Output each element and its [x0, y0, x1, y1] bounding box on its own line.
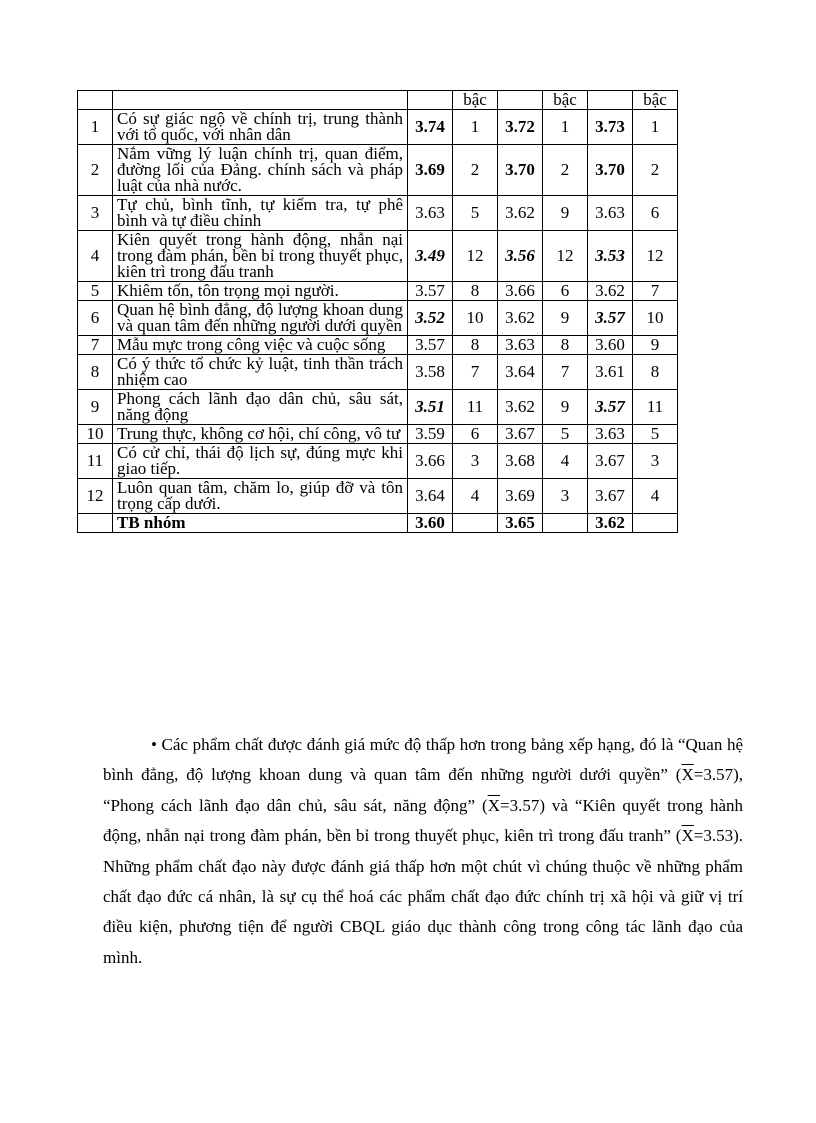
score-group-1: 3.66	[408, 444, 453, 479]
rank-group-3: 3	[633, 444, 678, 479]
score-group-3: 3.63	[588, 425, 633, 444]
row-number: 5	[78, 282, 113, 301]
rank-group-1: 12	[453, 231, 498, 282]
score-group-1: 3.69	[408, 145, 453, 196]
score-group-1: 3.58	[408, 355, 453, 390]
body-paragraph	[103, 730, 743, 973]
rank-group-3: 10	[633, 301, 678, 336]
header-cell	[78, 91, 113, 110]
table-row	[78, 336, 678, 355]
row-number: 1	[78, 110, 113, 145]
rank-group-1: 4	[453, 479, 498, 514]
score-group-2: 3.62	[498, 390, 543, 425]
footer-score-1: 3.60	[408, 514, 453, 533]
header-rank-1: bậc	[453, 91, 498, 110]
footer-score-2: 3.65	[498, 514, 543, 533]
rank-group-1: 11	[453, 390, 498, 425]
quality-description: Quan hệ bình đẳng, độ lượng khoan dung và quan tâm đến những người dưới quyền	[113, 301, 408, 336]
rank-group-1: 5	[453, 196, 498, 231]
row-number: 12	[78, 479, 113, 514]
rank-group-3: 4	[633, 479, 678, 514]
quality-description: Tự chủ, bình tĩnh, tự kiểm tra, tự phê bình và tự điều chỉnh	[113, 196, 408, 231]
mean-symbol: $\overline{X}$	[681, 765, 694, 785]
paragraph-text	[103, 730, 743, 973]
score-group-3: 3.57	[588, 390, 633, 425]
score-group-2: 3.62	[498, 301, 543, 336]
mean-symbol: $\overline{X}$	[487, 795, 500, 815]
score-group-3: 3.67	[588, 444, 633, 479]
row-number: 4	[78, 231, 113, 282]
footer-empty-cell	[543, 514, 588, 533]
quality-description: Kiên quyết trong hành động, nhẫn nại trong đàm phán, bền bỉ trong thuyết phục, kiên trì trong đấu tranh	[113, 231, 408, 282]
row-number: 9	[78, 390, 113, 425]
score-group-2: 3.68	[498, 444, 543, 479]
score-group-1: 3.57	[408, 282, 453, 301]
score-group-1: 3.51	[408, 390, 453, 425]
quality-description: Trung thực, không cơ hội, chí công, vô tư	[113, 425, 408, 444]
rank-group-2: 4	[543, 444, 588, 479]
quality-description: Nắm vững lý luận chính trị, quan điểm, đường lối của Đảng. chính sách và pháp luật của nhà nước.	[113, 145, 408, 196]
table-row	[78, 145, 678, 196]
score-group-1: 3.52	[408, 301, 453, 336]
row-number: 7	[78, 336, 113, 355]
quality-description: Có ý thức tổ chức kỷ luật, tinh thần trách nhiệm cao	[113, 355, 408, 390]
table-footer-row	[78, 514, 678, 533]
score-group-2: 3.62	[498, 196, 543, 231]
rank-group-3: 9	[633, 336, 678, 355]
score-group-1: 3.74	[408, 110, 453, 145]
rank-group-3: 12	[633, 231, 678, 282]
score-group-3: 3.62	[588, 282, 633, 301]
score-group-2: 3.64	[498, 355, 543, 390]
footer-score-3: 3.62	[588, 514, 633, 533]
score-group-3: 3.67	[588, 479, 633, 514]
rank-group-3: 1	[633, 110, 678, 145]
quality-description: Có cử chỉ, thái độ lịch sự, đúng mực khi giao tiếp.	[113, 444, 408, 479]
footer-label: TB nhóm	[113, 514, 408, 533]
score-group-3: 3.53	[588, 231, 633, 282]
row-number: 8	[78, 355, 113, 390]
rank-group-1: 1	[453, 110, 498, 145]
table-row	[78, 390, 678, 425]
rank-group-2: 9	[543, 196, 588, 231]
footer-empty-cell	[453, 514, 498, 533]
table-body	[78, 110, 678, 514]
score-group-1: 3.49	[408, 231, 453, 282]
table-row	[78, 301, 678, 336]
rank-group-2: 7	[543, 355, 588, 390]
score-group-2: 3.63	[498, 336, 543, 355]
rank-group-1: 7	[453, 355, 498, 390]
header-rank-2: bậc	[543, 91, 588, 110]
table-row	[78, 231, 678, 282]
rank-group-1: 3	[453, 444, 498, 479]
rank-group-1: 6	[453, 425, 498, 444]
rank-group-2: 9	[543, 301, 588, 336]
mean-symbol: $\overline{X}$	[681, 826, 694, 846]
rank-group-2: 5	[543, 425, 588, 444]
rank-group-2: 8	[543, 336, 588, 355]
footer-empty-cell	[633, 514, 678, 533]
footer-empty-cell	[78, 514, 113, 533]
paragraph-part-1: • Các phẩm chất được đánh giá mức độ thấp hơn trong bảng xếp hạng, đó là “Quan hệ bình đẳng, độ lượng khoan dung và quan tâm đến những người dưới quyền” (	[103, 735, 743, 785]
quality-description: Khiêm tốn, tôn trọng mọi người.	[113, 282, 408, 301]
rank-group-3: 6	[633, 196, 678, 231]
score-group-3: 3.70	[588, 145, 633, 196]
rank-group-1: 10	[453, 301, 498, 336]
score-group-2: 3.66	[498, 282, 543, 301]
score-group-2: 3.69	[498, 479, 543, 514]
rank-group-3: 8	[633, 355, 678, 390]
header-cell	[408, 91, 453, 110]
rank-group-3: 11	[633, 390, 678, 425]
quality-description: Luôn quan tâm, chăm lo, giúp đỡ và tôn trọng cấp dưới.	[113, 479, 408, 514]
rank-group-2: 3	[543, 479, 588, 514]
rank-group-3: 2	[633, 145, 678, 196]
rank-group-1: 2	[453, 145, 498, 196]
score-group-3: 3.57	[588, 301, 633, 336]
table-row	[78, 444, 678, 479]
rank-group-2: 12	[543, 231, 588, 282]
row-number: 11	[78, 444, 113, 479]
header-cell	[498, 91, 543, 110]
rank-group-3: 5	[633, 425, 678, 444]
rank-group-1: 8	[453, 336, 498, 355]
paragraph-part-2: =3.57), “Phong cách lãnh đạo dân chủ, sâu sát, năng động” (	[103, 765, 743, 815]
rank-group-1: 8	[453, 282, 498, 301]
row-number: 10	[78, 425, 113, 444]
table-header-row	[78, 91, 678, 110]
row-number: 3	[78, 196, 113, 231]
score-group-2: 3.67	[498, 425, 543, 444]
header-cell	[588, 91, 633, 110]
score-group-2: 3.72	[498, 110, 543, 145]
table-row	[78, 355, 678, 390]
ranking-table	[77, 90, 678, 533]
row-number: 6	[78, 301, 113, 336]
score-group-2: 3.56	[498, 231, 543, 282]
quality-description: Mẫu mực trong công việc và cuộc sống	[113, 336, 408, 355]
score-group-3: 3.63	[588, 196, 633, 231]
rank-group-2: 6	[543, 282, 588, 301]
header-cell	[113, 91, 408, 110]
rank-group-2: 1	[543, 110, 588, 145]
table-row	[78, 196, 678, 231]
table-row	[78, 479, 678, 514]
score-group-1: 3.57	[408, 336, 453, 355]
score-group-3: 3.60	[588, 336, 633, 355]
rank-group-2: 9	[543, 390, 588, 425]
score-group-3: 3.61	[588, 355, 633, 390]
rank-group-3: 7	[633, 282, 678, 301]
table-row	[78, 110, 678, 145]
row-number: 2	[78, 145, 113, 196]
score-group-1: 3.64	[408, 479, 453, 514]
score-group-3: 3.73	[588, 110, 633, 145]
score-group-1: 3.59	[408, 425, 453, 444]
table-row	[78, 282, 678, 301]
score-group-2: 3.70	[498, 145, 543, 196]
quality-description: Có sự giác ngộ về chính trị, trung thành với tổ quốc, với nhân dân	[113, 110, 408, 145]
paragraph-part-3: =3.57) và “Kiên quyết trong hành động, nhẫn nại trong đàm phán, bền bỉ trong thuyết phục, kiên trì trong đấu tranh” (	[103, 795, 743, 846]
header-rank-3: bậc	[633, 91, 678, 110]
quality-description: Phong cách lãnh đạo dân chủ, sâu sát, năng động	[113, 390, 408, 425]
paragraph-part-4: =3.53). Những phẩm chất đạo này được đánh giá thấp hơn một chút vì chúng thuộc về những phẩm chất đạo đức cá nhân, là sự cụ thể hoá các phẩm chất đạo đức chính trị xã hội và giữ vị trí điều kiện, phương tiện để người CBQL giáo dục thành công trong công tác lãnh đạo của mình.	[103, 826, 743, 967]
score-group-1: 3.63	[408, 196, 453, 231]
table-row	[78, 425, 678, 444]
rank-group-2: 2	[543, 145, 588, 196]
